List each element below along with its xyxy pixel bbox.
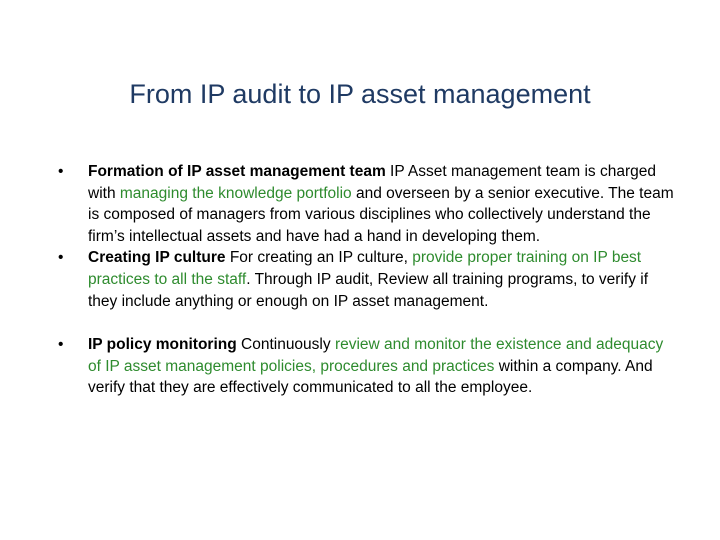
bullet-heading: Formation of IP asset management team [88,163,386,180]
bullet-text: within a company. And verify that they are effectively communicated to all the employee. [88,357,653,397]
bullet-text: IP Asset management team is charged with [88,163,657,202]
bullet-heading: Creating IP culture [88,249,226,267]
bullet-item-ip-policy [58,334,678,399]
bullet-list [58,161,678,399]
bullet-highlight: managing the knowledge portfolio [119,184,352,202]
bullet-text: For creating an IP culture, [225,249,413,267]
bullet-item-ip-team [58,161,678,247]
bullet-text: Continuously [236,336,335,354]
bullet-text: . Through IP audit, Review all training programs, to verify if they include anything or enough on IP asset management. [88,270,649,310]
slide-title: From IP audit to IP asset management [129,79,591,109]
bullet-highlight: review and monitor the existence and adequacy of IP asset management policies, procedures and practices [88,336,664,375]
bullet-marker: • [58,163,64,180]
bullet-heading: IP policy monitoring [88,336,237,354]
bullet-text: and overseen by a senior executive. The team is composed of managers from various disciplines who collectively understand the firm’s intellectual assets and have had a hand in developing them. [88,184,674,245]
bullet-marker: • [58,336,64,354]
bullet-highlight: provide proper training on IP best practices to all the staff [88,249,642,288]
bullet-marker: • [58,249,64,267]
bullet-item-ip-culture [58,247,678,312]
